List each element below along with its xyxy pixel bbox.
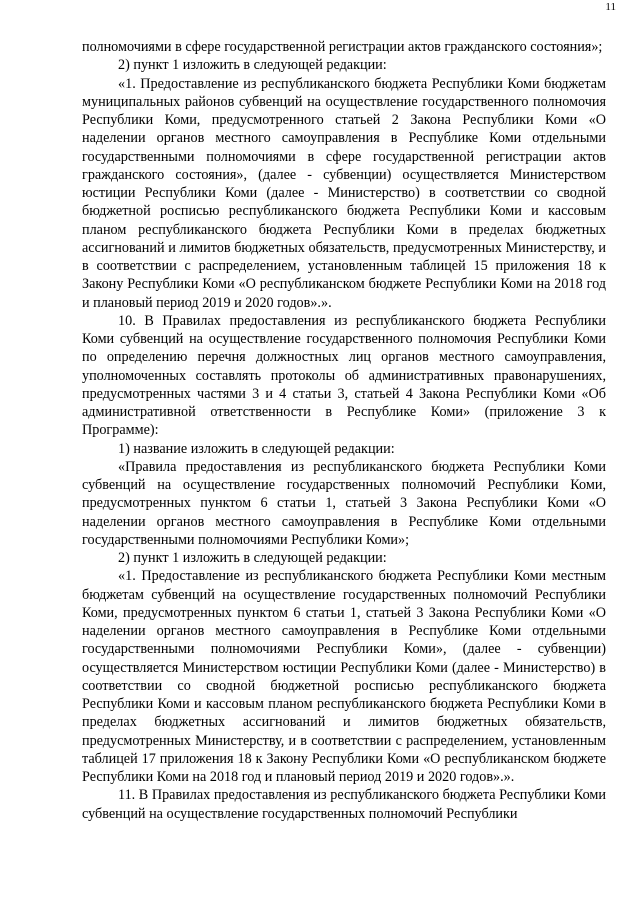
paragraph: 2) пункт 1 изложить в следующей редакции:: [118, 550, 387, 566]
paragraph: 10. В Правилах предоставления из республиканского бюджета Республики Коми субвенций на осуществление государственного полномочия Республики Коми по определению перечня должностных лиц органов местного самоуправления, уполномоченных составлять протоколы об административных правонарушениях, предусмотренных частями 3 и 4 статьи 3, статьей 4 Закона Республики Коми «Об административной ответственности в Республике Коми» (приложение 3 к Программе):: [82, 312, 606, 439]
document-body: [82, 38, 606, 823]
paragraph: 11. В Правилах предоставления из республиканского бюджета Республики Коми субвенций на осуществление государственных полномочий Республики: [82, 787, 606, 822]
paragraph: «Правила предоставления из республиканского бюджета Республики Коми субвенций на осуществление государственных полномочий Республики Коми, предусмотренных пунктом 6 статьи 1, статьей 3 Закона Республики Коми «О наделении органов местного самоуправления в Республике Коми отдельными государственными полномочиями Республики Коми»;: [82, 458, 606, 548]
paragraph: «1. Предоставление из республиканского бюджета Республики Коми местным бюджетам субвенций на осуществление государственных полномочий Республики Коми, предусмотренных пунктом 6 статьи 1, статьей 3 Закона Республики Коми «О наделении органов местного самоуправления в Республике Коми отдельными государственными полномочиями Республики Коми», (далее - субвенции) осуществляется Министерством юстиции Республики Коми (далее - Министерство) в соответствии со сводной бюджетной росписью республиканского бюджета Республики Коми и кассовым планом республиканского бюджета Республики Коми в пределах бюджетных ассигнований и лимитов бюджетных обязательств, предусмотренных Министерству, и в соответствии с распределением, установленным таблицей 17 приложения 18 к Закону Республики Коми «О республиканском бюджете Республики Коми на 2018 год и плановый период 2019 и 2020 годов».».: [82, 568, 606, 785]
paragraph: 2) пункт 1 изложить в следующей редакции:: [118, 57, 387, 74]
page-number: 11: [605, 1, 616, 13]
paragraph: полномочиями в сфере государственной регистрации актов гражданского состояния»;: [82, 39, 603, 55]
paragraph: 1) название изложить в следующей редакции:: [118, 440, 395, 457]
paragraph: «1. Предоставление из республиканского бюджета Республики Коми бюджетам муниципальных районов субвенций на осуществление государственного полномочия Республики Коми, предусмотренного статьей 2 Закона Республики Коми «О наделении органов местного самоуправления в Республике Коми отдельными государственными полномочиями в сфере государственной регистрации актов гражданского состояния», (далее - субвенции) осуществляется Министерством юстиции Республики Коми (далее - Министерство) в соответствии со сводной бюджетной росписью республиканского бюджета Республики Коми и кассовым планом республиканского бюджета Республики Коми в пределах бюджетных ассигнований и лимитов бюджетных обязательств, предусмотренных Министерству, и в соответствии с распределением, установленным таблицей 15 приложения 18 к Закону Республики Коми «О республиканском бюджете Республики Коми на 2018 год и плановый период 2019 и 2020 годов».».: [82, 75, 606, 311]
